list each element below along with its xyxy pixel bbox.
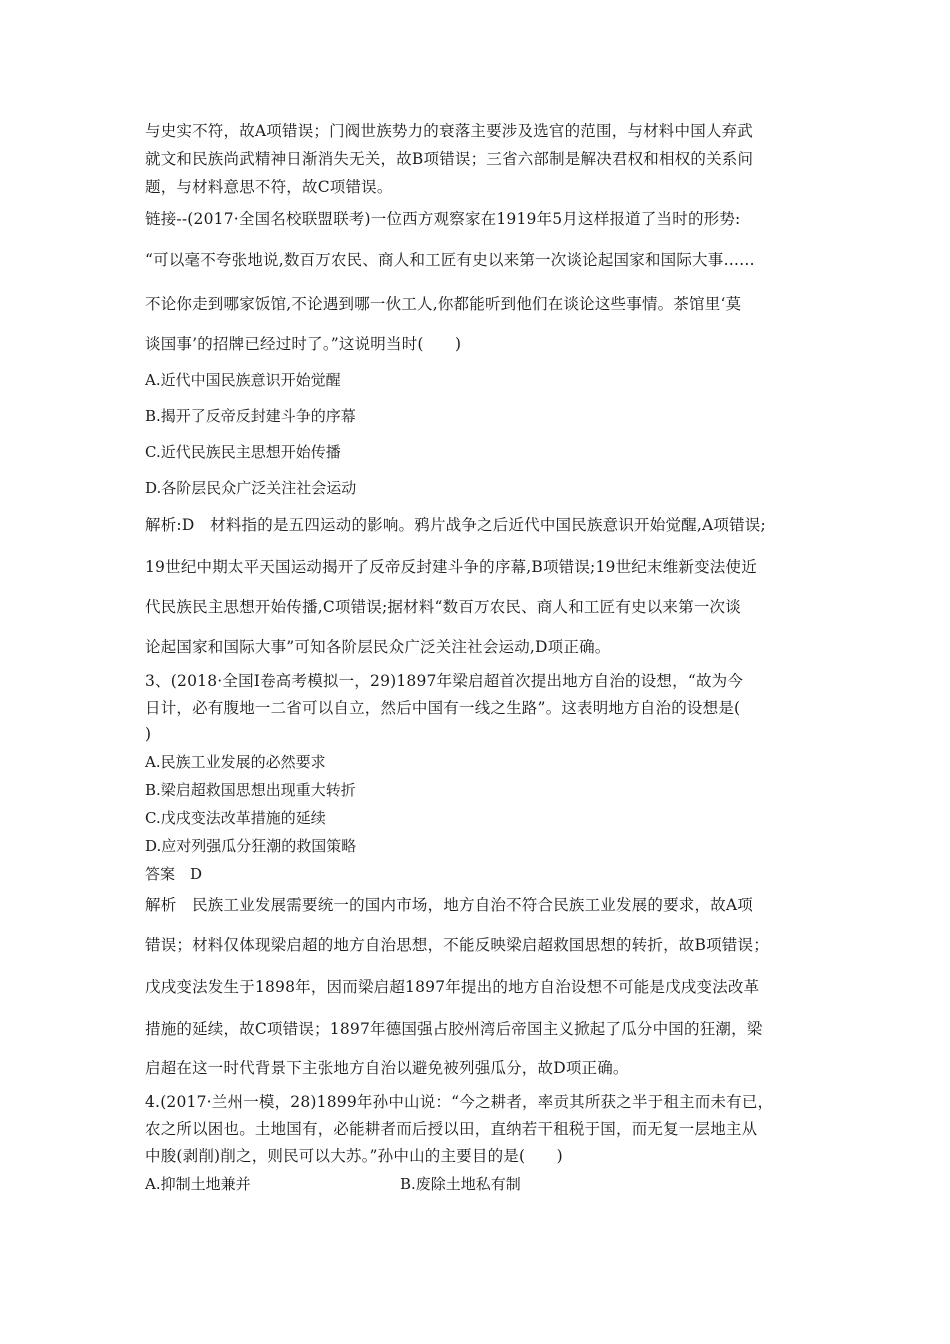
- option-b: B.梁启超救国思想出现重大转折: [145, 781, 356, 799]
- analysis-line: 解析 民族工业发展需要统一的国内市场，地方自治不符合民族工业发展的要求，故A项: [145, 896, 753, 914]
- option-d: D.应对列强瓜分狂潮的救国策略: [145, 837, 357, 855]
- question-stem: 不论你走到哪家饭馆,不论遇到哪一伙工人,你都能听到他们在谈论这些事情。茶馆里‘莫: [145, 295, 742, 313]
- analysis-line: 启超在这一时代背景下主张地方自治以避免被列强瓜分，故D项正确。: [145, 1059, 629, 1077]
- option-a: A.抑制土地兼并: [145, 1175, 251, 1193]
- answer-line: 答案 D: [145, 865, 203, 883]
- question-stem: 3、(2018·全国Ⅰ卷高考模拟一，29)1897年梁启超首次提出地方自治的设想，“故为今: [145, 672, 744, 690]
- question-stem: 4.(2017·兰州一模，28)1899年孙中山说：“今之耕者，率贡其所获之半于租主而未有已，: [145, 1093, 774, 1111]
- option-c: C.近代民族民主思想开始传播: [145, 443, 341, 461]
- analysis-line: 错误；材料仅体现梁启超的地方自治思想，不能反映梁启超救国思想的转折，故B项错误；: [145, 936, 769, 954]
- analysis-line: 戊戌变法发生于1898年，因而梁启超1897年提出的地方自治设想不可能是戊戌变法改革: [145, 978, 760, 996]
- option-b: B.废除土地私有制: [400, 1175, 521, 1193]
- text-line: 题，与材料意思不符，故C项错误。: [145, 178, 393, 196]
- option-d: D.各阶层民众广泛关注社会运动: [145, 479, 357, 497]
- analysis-line: 19世纪中期太平天国运动揭开了反帝反封建斗争的序幕,B项错误;19世纪末维新变法使近: [145, 558, 757, 576]
- question-stem: ): [145, 725, 152, 743]
- question-stem: 农之所以困也。土地国有，必能耕者而后授以田，直纳若干租税于国，而无复一层地主从: [145, 1120, 758, 1138]
- option-b: B.揭开了反帝反封建斗争的序幕: [145, 407, 356, 425]
- analysis-line: 代民族民主思想开始传播,C项错误;据材料“数百万农民、商人和工匠有史以来第一次谈: [145, 598, 741, 616]
- option-a: A.近代中国民族意识开始觉醒: [145, 371, 341, 389]
- question-stem: 链接--(2017·全国名校联盟联考)一位西方观察家在1919年5月这样报道了当时的形势:: [145, 210, 741, 228]
- question-stem: “可以毫不夸张地说,数百万农民、商人和工匠有史以来第一次谈论起国家和国际大事……: [145, 251, 755, 269]
- question-stem: 中朘(剥削)削之，则民可以大苏。”孙中山的主要目的是( ): [145, 1147, 563, 1165]
- analysis-line: 解析:D 材料指的是五四运动的影响。鸦片战争之后近代中国民族意识开始觉醒,A项错误;: [145, 516, 766, 534]
- analysis-line: 论起国家和国际大事”可知各阶层民众广泛关注社会运动,D项正确。: [145, 638, 611, 656]
- analysis-line: 措施的延续，故C项错误；1897年德国强占胶州湾后帝国主义掀起了瓜分中国的狂潮，梁: [145, 1020, 763, 1038]
- question-stem: 日计，必有腹地一二省可以自立，然后中国有一线之生路”。这表明地方自治的设想是(: [145, 699, 741, 717]
- question-stem: 谈国事’的招牌已经过时了。”这说明当时( ): [145, 335, 462, 353]
- text-line: 就文和民族尚武精神日渐消失无关，故B项错误；三省六部制是解决君权和相权的关系问: [145, 150, 754, 168]
- text-line: 与史实不符，故A项错误；门阀世族势力的衰落主要涉及选官的范围，与材料中国人弃武: [145, 122, 753, 140]
- option-c: C.戊戌变法改革措施的延续: [145, 809, 326, 827]
- option-a: A.民族工业发展的必然要求: [145, 753, 326, 771]
